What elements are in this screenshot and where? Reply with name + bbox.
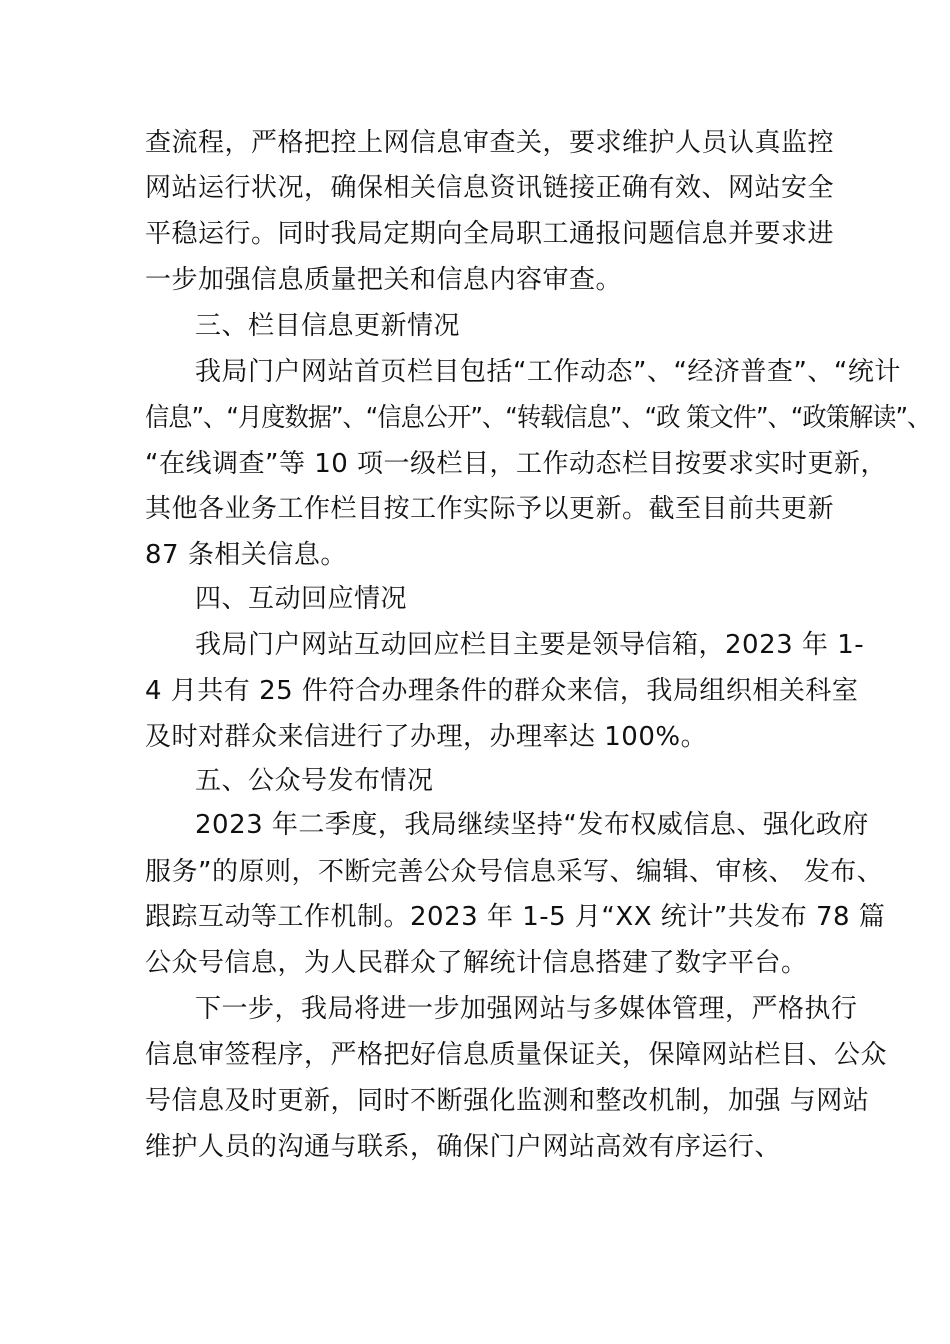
paragraph-line: 及时对群众来信进行了办理，办理率达 100%。: [145, 722, 708, 752]
paragraph-line: 我局门户网站首页栏目包括“工作动态”、“经济普查”、“统计: [195, 357, 901, 387]
paragraph-line: 信息”、“月度数据”、“信息公开”、“转载信息”、“政 策文件”、“政策解读”、: [145, 403, 931, 433]
paragraph-line: 跟踪互动等工作机制。2023 年 1-5 月“XX 统计”共发布 78 篇: [145, 902, 886, 932]
paragraph-line: 网站运行状况，确保相关信息资讯链接正确有效、网站安全: [145, 173, 835, 203]
paragraph-line: 查流程，严格把控上网信息审查关，要求维护人员认真监控: [145, 128, 835, 158]
paragraph-line: 公众号信息，为人民群众了解统计信息搭建了数字平台。: [145, 948, 808, 978]
section-heading: 四、互动回应情况: [195, 584, 408, 614]
paragraph-line: 我局门户网站互动回应栏目主要是领导信箱，2023 年 1-: [195, 630, 865, 660]
paragraph-line: 平稳运行。同时我局定期向全局职工通报问题信息并要求进: [145, 219, 835, 249]
paragraph-line: 其他各业务工作栏目按工作实际予以更新。截至目前共更新: [145, 494, 835, 524]
section-heading: 三、栏目信息更新情况: [195, 311, 461, 341]
paragraph-line: 下一步，我局将进一步加强网站与多媒体管理，严格执行: [195, 994, 858, 1024]
paragraph-line: “在线调查”等 10 项一级栏目，工作动态栏目按要求实时更新，: [145, 449, 888, 479]
paragraph-line: 服务”的原则，不断完善公众号信息采写、编辑、审核、 发布、: [145, 857, 884, 887]
paragraph-line: 信息审签程序，严格把好信息质量保证关，保障网站栏目、公众: [145, 1040, 888, 1070]
paragraph-line: 一步加强信息质量把关和信息内容审查。: [145, 265, 623, 295]
paragraph-line: 87 条相关信息。: [145, 540, 347, 570]
paragraph-line: 维护人员的沟通与联系，确保门户网站高效有序运行、: [145, 1132, 782, 1162]
paragraph-line: 4 月共有 25 件符合办理条件的群众来信，我局组织相关科室: [145, 676, 859, 706]
paragraph-line: 2023 年二季度，我局继续坚持“发布权威信息、强化政府: [195, 810, 869, 840]
paragraph-line: 号信息及时更新，同时不断强化监测和整改机制，加强 与网站: [145, 1086, 870, 1116]
section-heading: 五、公众号发布情况: [195, 766, 434, 796]
